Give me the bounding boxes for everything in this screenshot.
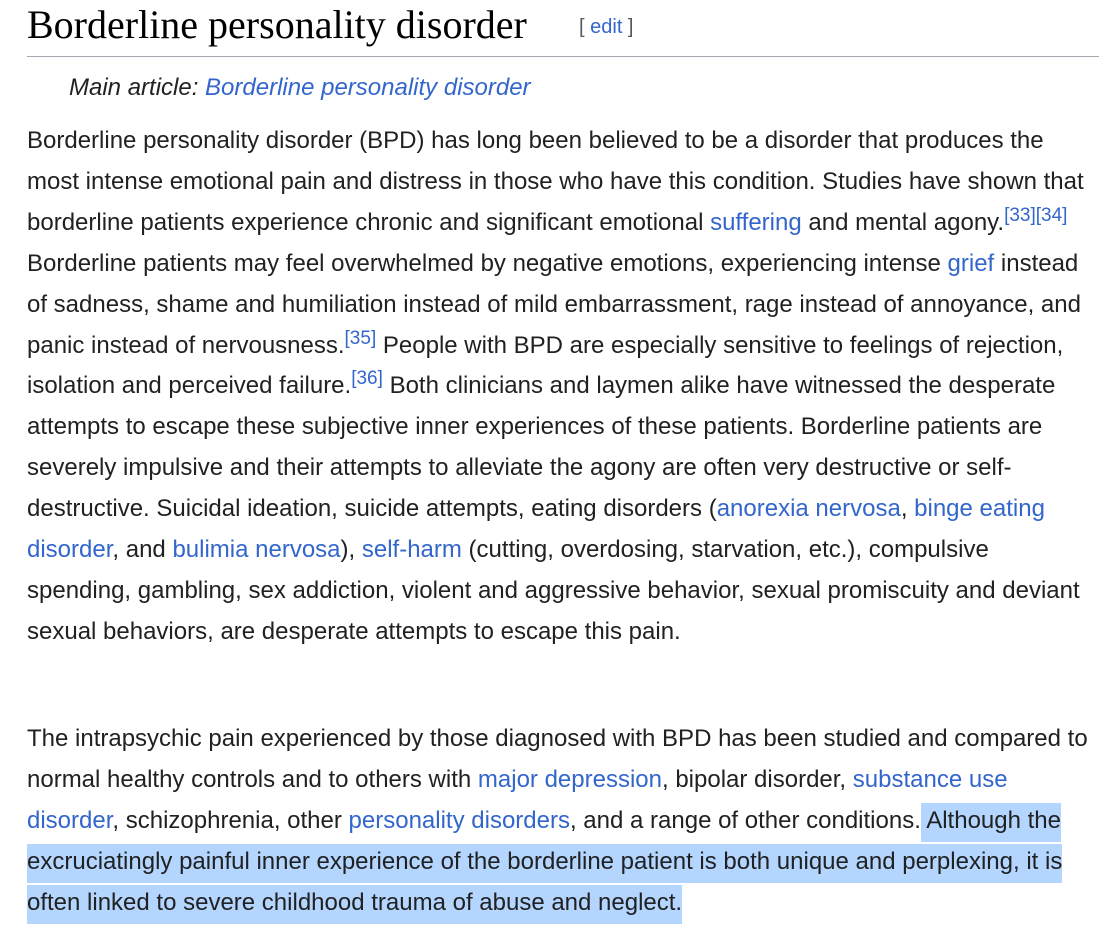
text: , and (112, 536, 173, 564)
edit-bracket-close: ] (622, 16, 634, 38)
edit-bracket-open: [ (579, 16, 591, 38)
section-heading: Borderline personality disorder (27, 2, 527, 47)
link-suffering[interactable]: suffering (710, 208, 802, 236)
link-major-depression[interactable]: major depression (477, 765, 662, 793)
selected-text-highlight[interactable]: Although the excruciatingly painful inner experience of the borderline patient is both unique and perplexing, it is often linked to severe childhood trauma of abuse and neglect. (27, 803, 1062, 924)
reference-33 (1004, 205, 1036, 226)
link-personality-disorders[interactable]: personality disorders (348, 806, 570, 834)
link-bulimia-nervosa[interactable]: bulimia nervosa (172, 536, 341, 564)
reference-33-link[interactable]: [33] (1004, 204, 1036, 226)
edit-link[interactable]: edit (590, 16, 623, 38)
text: Both clinicians and laymen alike have witnessed the desperate attempts to escape these subjective inner experiences of these patients. Borderline patients are severely impulsive and their attempts to alleviate the agony are often very destructive or self-destructive. Suicidal ideation, suicide attempts, eating disorders ( (27, 372, 1056, 523)
text: ), (340, 536, 362, 564)
text: , schizophrenia, other (112, 806, 349, 834)
paragraph-2 (27, 719, 1099, 924)
reference-35 (345, 328, 377, 349)
link-binge-eating-disorder[interactable]: binge eating disorder (27, 495, 1045, 564)
reference-34-link[interactable]: [34] (1035, 204, 1068, 226)
text: and mental agony. (801, 208, 1005, 236)
link-grief[interactable]: grief (947, 249, 995, 277)
link-anorexia-nervosa[interactable]: anorexia nervosa (716, 495, 901, 523)
text: (cutting, overdosing, starvation, etc.), compulsive spending, gambling, sex addiction, violent and aggressive behavior, sexual promiscuity and deviant sexual behaviors, are desperate attempts to escape this pain. (27, 536, 1080, 645)
reference-36-link[interactable]: [36] (351, 368, 383, 390)
reference-35-link[interactable]: [35] (344, 327, 377, 349)
text: The intrapsychic pain experienced by those diagnosed with BPD has been studied and compared to normal healthy controls and to others with (27, 725, 1088, 793)
reference-36 (351, 368, 383, 389)
text: Borderline personality disorder (BPD) has long been believed to be a disorder that produces the most intense emotional pain and distress in those who have this condition. Studies have shown that borderline patients experience chronic and significant emotional (27, 127, 1084, 236)
text: , (900, 495, 915, 523)
hatnote (69, 72, 531, 104)
edit-section (579, 16, 634, 39)
reference-34 (1036, 205, 1068, 226)
link-self-harm[interactable]: self-harm (361, 536, 462, 564)
link-substance-use-disorder[interactable]: substance use disorder (27, 765, 1008, 834)
paragraph-1 (27, 121, 1099, 653)
text: , bipolar disorder, (662, 765, 853, 793)
text: instead of sadness, shame and humiliation instead of mild embarrassment, rage instead of annoyance, and panic instead of nervousness. (27, 249, 1081, 359)
text: Borderline patients may feel overwhelmed by negative emotions, experiencing intense (27, 249, 948, 277)
main-article-link[interactable]: Borderline personality disorder (205, 74, 531, 101)
section-heading-row (27, 2, 1099, 57)
text: , and a range of other conditions. (569, 806, 921, 834)
hatnote-prefix: Main article: (69, 74, 206, 101)
text: People with BPD are especially sensitive to feelings of rejection, isolation and perceived failure. (27, 331, 1064, 400)
